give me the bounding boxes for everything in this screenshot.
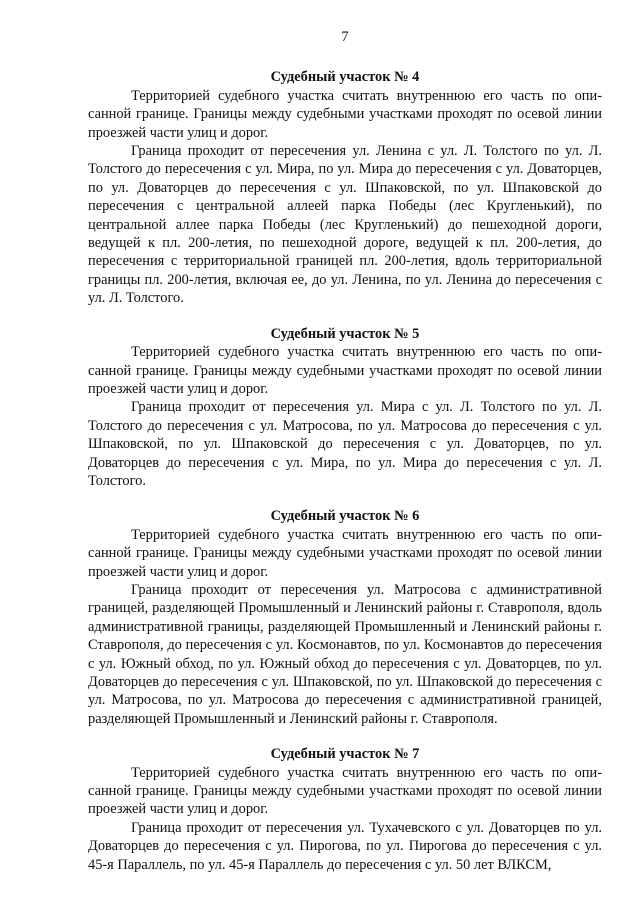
section-court-district-6 — [88, 507, 602, 728]
paragraph-territory: Территорией судебного участка считать внутреннюю его часть по описанной границе. Границы между судебными участками проходят по осевой линии проезжей части улиц и дорог. — [88, 764, 602, 818]
section-court-district-4 — [88, 68, 602, 307]
paragraph-territory: Территорией судебного участка считать внутреннюю его часть по описанной границе. Границы между судебными участками проходят по осевой линии проезжей части улиц и дорог. — [88, 526, 602, 580]
paragraph-territory: Территорией судебного участка считать внутреннюю его часть по описанной границе. Границы между судебными участками проходят по осевой линии проезжей части улиц и дорог. — [88, 87, 602, 141]
paragraph-boundary: Граница проходит от пересечения ул. Матросова с административной границей, разделяющей Промышленный и Ленинский районы г. Ставрополя, вдоль административной границы, разделяющей Промышленный и Ленинский районы г. Ставрополя, до пересечения с ул. Космонавтов, по ул. Космонавтов до пересечения с ул. Южный обход, по ул. Южный обход до пересечения с ул. Доваторцев, по ул. Доваторцев до пересечения с ул. Шпаковской, по ул. Шпаковской до пересечения с ул. Матросова, по ул. Матросова до пересечения с административной границей, разделяющей Промышленный и Ленинский районы г. Ставрополя. — [88, 581, 602, 727]
section-court-district-5 — [88, 325, 602, 491]
paragraph-boundary: Граница проходит от пересечения ул. Мира с ул. Л. Толстого по ул. Л. Толстого до пересечения с ул. Матросова, по ул. Матросова до пересечения с ул. Шпаковской, по ул. Шпаковской до пересечения с ул. Доваторцев, по ул. Доваторцев до пересечения с ул. Мира, по ул. Мира до пересечения с ул. Л. Толстого. — [88, 399, 602, 489]
paragraph-boundary: Граница проходит от пересечения ул. Ленина с ул. Л. Толстого по ул. Л. Толстого до пересечения с ул. Мира, по ул. Мира до пересечения с ул. Доваторцев, по ул. Доваторцев до пересечения с ул. Шпаковской, по ул. Шпаковской до пересечения с центральной аллеей парка Победы (лес Кругленький), по центральной аллее парка Победы (лес Кругленький) до пешеходной дороги, ведущей к пл. 200-летия, по пешеходной дороге, ведущей к пл. 200-летия, до пересечения с территориальной границей пл. 200-летия, вдоль территориальной границы пл. 200-летия, включая ее, до ул. Ленина, по ул. Ленина до пересечения с ул. Л. Толстого. — [88, 143, 602, 307]
section-title: Судебный участок № 7 — [270, 746, 420, 763]
page-number: 7 — [341, 29, 349, 45]
section-title: Судебный участок № 4 — [270, 69, 420, 86]
section-title: Судебный участок № 5 — [270, 325, 420, 342]
paragraph-boundary: Граница проходит от пересечения ул. Тухачевского с ул. Доваторцев по ул. Доваторцев до пересечения с ул. Пирогова, по ул. Пирогова до пересечения с ул. 45-я Параллель, по ул. 45-я Параллель до пересечения с ул. 50 лет ВЛКСМ, — [88, 819, 602, 873]
document-page — [88, 28, 602, 874]
section-title: Судебный участок № 6 — [270, 508, 420, 525]
paragraph-territory: Территорией судебного участка считать внутреннюю его часть по описанной границе. Границы между судебными участками проходят по осевой линии проезжей части улиц и дорог. — [88, 344, 602, 397]
section-court-district-7 — [88, 745, 602, 874]
